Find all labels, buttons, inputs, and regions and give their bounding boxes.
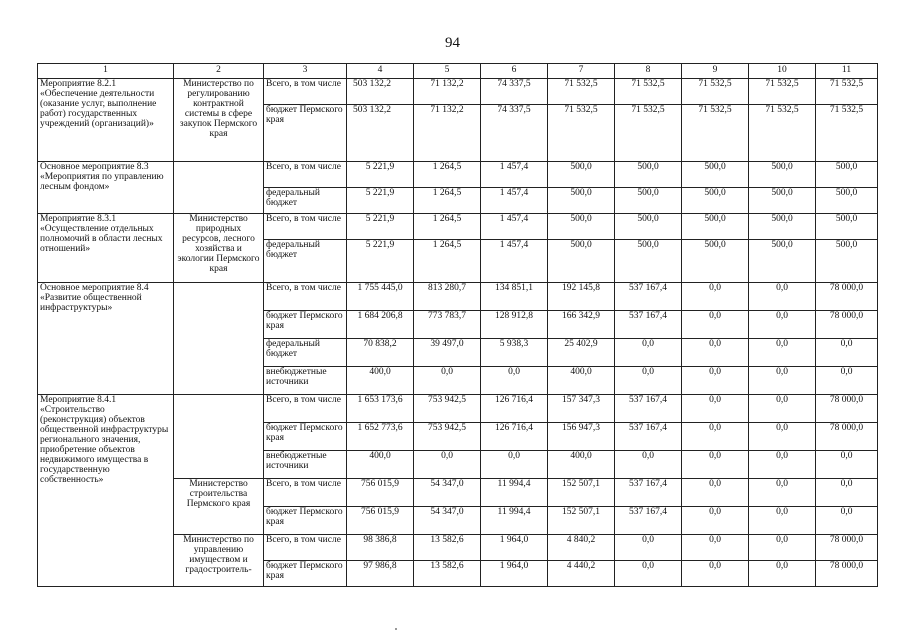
value-cell: 0,0: [682, 479, 749, 507]
value-cell: 5 221,9: [347, 188, 414, 214]
executor-cell: Министерство по управлению имуществом и градостроитель-: [174, 535, 264, 587]
funding-source-cell: федеральный бюджет: [264, 339, 347, 367]
value-cell: 500,0: [749, 162, 816, 188]
value-cell: 500,0: [615, 188, 682, 214]
value-cell: 192 145,8: [548, 283, 615, 311]
value-cell: 773 783,7: [414, 311, 481, 339]
value-cell: 71 532,5: [615, 79, 682, 105]
value-cell: 78 000,0: [816, 311, 878, 339]
value-cell: 537 167,4: [615, 479, 682, 507]
value-cell: 97 986,8: [347, 561, 414, 587]
funding-source-cell: бюджет Пермского края: [264, 561, 347, 587]
value-cell: 0,0: [749, 535, 816, 561]
table-row: [38, 162, 878, 188]
value-cell: 500,0: [749, 188, 816, 214]
value-cell: 1 653 173,6: [347, 395, 414, 423]
value-cell: 0,0: [615, 339, 682, 367]
header-cell: 3: [264, 64, 347, 79]
value-cell: 1 457,4: [481, 214, 548, 240]
value-cell: 500,0: [749, 214, 816, 240]
value-cell: 5 221,9: [347, 162, 414, 188]
executor-cell: Министерство природных ресурсов, лесного хозяйства и экологии Пермского края: [174, 214, 264, 283]
value-cell: 71 532,5: [816, 105, 878, 162]
value-cell: 0,0: [682, 451, 749, 479]
value-cell: 537 167,4: [615, 311, 682, 339]
value-cell: 537 167,4: [615, 423, 682, 451]
value-cell: 500,0: [682, 214, 749, 240]
value-cell: 1 755 445,0: [347, 283, 414, 311]
value-cell: 0,0: [749, 451, 816, 479]
value-cell: 500,0: [615, 214, 682, 240]
value-cell: 0,0: [682, 339, 749, 367]
value-cell: 0,0: [749, 283, 816, 311]
value-cell: 537 167,4: [615, 283, 682, 311]
value-cell: 753 942,5: [414, 395, 481, 423]
value-cell: 813 280,7: [414, 283, 481, 311]
value-cell: 13 582,6: [414, 535, 481, 561]
value-cell: 500,0: [548, 240, 615, 283]
value-cell: 1 264,5: [414, 240, 481, 283]
header-cell: 9: [682, 64, 749, 79]
funding-source-cell: Всего, в том числе: [264, 535, 347, 561]
header-cell: 8: [615, 64, 682, 79]
value-cell: 78 000,0: [816, 423, 878, 451]
value-cell: 74 337,5: [481, 79, 548, 105]
value-cell: 78 000,0: [816, 283, 878, 311]
funding-source-cell: внебюджетные источники: [264, 367, 347, 395]
value-cell: 0,0: [682, 283, 749, 311]
header-cell: 7: [548, 64, 615, 79]
value-cell: 13 582,6: [414, 561, 481, 587]
value-cell: 500,0: [548, 188, 615, 214]
value-cell: 0,0: [682, 395, 749, 423]
executor-cell: [174, 162, 264, 214]
value-cell: 1 964,0: [481, 535, 548, 561]
value-cell: 1 964,0: [481, 561, 548, 587]
value-cell: 71 132,2: [414, 105, 481, 162]
table-row: [38, 395, 878, 423]
value-cell: 0,0: [749, 423, 816, 451]
value-cell: 128 912,8: [481, 311, 548, 339]
activity-name-cell: Мероприятие 8.4.1 «Строительство (реконструкция) объектов общественной инфраструктуры регионального значения, приобретение объектов недвижимого имущества в государственную собственность»: [38, 395, 174, 587]
funding-source-cell: Всего, в том числе: [264, 479, 347, 507]
value-cell: 0,0: [615, 561, 682, 587]
value-cell: 0,0: [749, 339, 816, 367]
value-cell: 1 457,4: [481, 162, 548, 188]
header-cell: 1: [38, 64, 174, 79]
value-cell: 1 457,4: [481, 240, 548, 283]
value-cell: 71 532,5: [816, 79, 878, 105]
value-cell: 0,0: [816, 339, 878, 367]
value-cell: 71 532,5: [682, 79, 749, 105]
funding-source-cell: федеральный бюджет: [264, 240, 347, 283]
value-cell: 152 507,1: [548, 507, 615, 535]
value-cell: 400,0: [347, 367, 414, 395]
value-cell: 71 532,5: [548, 79, 615, 105]
value-cell: 0,0: [682, 367, 749, 395]
value-cell: 503 132,2: [347, 79, 414, 105]
value-cell: 0,0: [816, 479, 878, 507]
value-cell: 0,0: [749, 561, 816, 587]
header-cell: 4: [347, 64, 414, 79]
value-cell: 74 337,5: [481, 105, 548, 162]
value-cell: 126 716,4: [481, 423, 548, 451]
budget-table: [37, 63, 878, 587]
value-cell: 5 221,9: [347, 240, 414, 283]
value-cell: 11 994,4: [481, 479, 548, 507]
value-cell: 753 942,5: [414, 423, 481, 451]
activity-name-cell: Мероприятие 8.2.1 «Обеспечение деятельности (оказание услуг, выполнение работ) государственных учреждений (организаций)»: [38, 79, 174, 162]
value-cell: 500,0: [816, 188, 878, 214]
executor-cell: [174, 283, 264, 395]
value-cell: 71 532,5: [749, 79, 816, 105]
header-cell: 6: [481, 64, 548, 79]
value-cell: 0,0: [481, 451, 548, 479]
value-cell: 0,0: [749, 507, 816, 535]
value-cell: 78 000,0: [816, 395, 878, 423]
value-cell: 500,0: [749, 240, 816, 283]
table-row: [38, 214, 878, 240]
value-cell: 1 684 206,8: [347, 311, 414, 339]
value-cell: 25 402,9: [548, 339, 615, 367]
value-cell: 0,0: [749, 311, 816, 339]
value-cell: 756 015,9: [347, 479, 414, 507]
value-cell: 500,0: [682, 188, 749, 214]
value-cell: 71 532,5: [548, 105, 615, 162]
value-cell: 1 264,5: [414, 214, 481, 240]
value-cell: 500,0: [548, 162, 615, 188]
value-cell: 156 947,3: [548, 423, 615, 451]
funding-source-cell: Всего, в том числе: [264, 214, 347, 240]
value-cell: 0,0: [682, 561, 749, 587]
funding-source-cell: Всего, в том числе: [264, 79, 347, 105]
value-cell: 152 507,1: [548, 479, 615, 507]
value-cell: 166 342,9: [548, 311, 615, 339]
value-cell: 503 132,2: [347, 105, 414, 162]
value-cell: 98 386,8: [347, 535, 414, 561]
table-row: [38, 79, 878, 105]
value-cell: 400,0: [548, 451, 615, 479]
value-cell: 1 652 773,6: [347, 423, 414, 451]
value-cell: 756 015,9: [347, 507, 414, 535]
funding-source-cell: Всего, в том числе: [264, 283, 347, 311]
value-cell: 78 000,0: [816, 535, 878, 561]
value-cell: 0,0: [682, 423, 749, 451]
header-cell: 5: [414, 64, 481, 79]
value-cell: 500,0: [682, 162, 749, 188]
value-cell: 1 264,5: [414, 188, 481, 214]
value-cell: 0,0: [682, 507, 749, 535]
value-cell: 400,0: [548, 367, 615, 395]
value-cell: 1 457,4: [481, 188, 548, 214]
value-cell: 5 938,3: [481, 339, 548, 367]
table-row: [38, 283, 878, 311]
value-cell: 0,0: [414, 367, 481, 395]
value-cell: 0,0: [816, 367, 878, 395]
activity-name-cell: Мероприятие 8.3.1 «Осуществление отдельных полномочий в области лесных отношений»: [38, 214, 174, 283]
page-number: 94: [445, 35, 460, 51]
value-cell: 537 167,4: [615, 395, 682, 423]
activity-name-cell: Основное мероприятие 8.4 «Развитие общественной инфраструктуры»: [38, 283, 174, 395]
value-cell: 4 440,2: [548, 561, 615, 587]
funding-source-cell: бюджет Пермского края: [264, 507, 347, 535]
value-cell: 70 838,2: [347, 339, 414, 367]
value-cell: 1 264,5: [414, 162, 481, 188]
scan-speck: [395, 628, 397, 630]
executor-cell: Министерство строительства Пермского края: [174, 479, 264, 535]
value-cell: 0,0: [816, 507, 878, 535]
value-cell: 39 497,0: [414, 339, 481, 367]
header-row: [38, 64, 878, 79]
value-cell: 71 532,5: [682, 105, 749, 162]
value-cell: 0,0: [615, 535, 682, 561]
funding-source-cell: Всего, в том числе: [264, 162, 347, 188]
funding-source-cell: федеральный бюджет: [264, 188, 347, 214]
value-cell: 0,0: [615, 367, 682, 395]
value-cell: 0,0: [682, 535, 749, 561]
funding-source-cell: бюджет Пермского края: [264, 311, 347, 339]
value-cell: 500,0: [816, 240, 878, 283]
activity-name-cell: Основное мероприятие 8.3 «Мероприятия по управлению лесным фондом»: [38, 162, 174, 214]
value-cell: 0,0: [481, 367, 548, 395]
value-cell: 54 347,0: [414, 479, 481, 507]
value-cell: 78 000,0: [816, 561, 878, 587]
value-cell: 71 132,2: [414, 79, 481, 105]
header-cell: 11: [816, 64, 878, 79]
value-cell: 0,0: [816, 451, 878, 479]
value-cell: 500,0: [615, 162, 682, 188]
value-cell: 537 167,4: [615, 507, 682, 535]
value-cell: 54 347,0: [414, 507, 481, 535]
value-cell: 0,0: [682, 311, 749, 339]
value-cell: 500,0: [816, 162, 878, 188]
value-cell: 500,0: [548, 214, 615, 240]
value-cell: 0,0: [749, 479, 816, 507]
value-cell: 0,0: [615, 451, 682, 479]
value-cell: 11 994,4: [481, 507, 548, 535]
header-cell: 10: [749, 64, 816, 79]
funding-source-cell: Всего, в том числе: [264, 395, 347, 423]
value-cell: 5 221,9: [347, 214, 414, 240]
funding-source-cell: внебюджетные источники: [264, 451, 347, 479]
value-cell: 400,0: [347, 451, 414, 479]
value-cell: 4 840,2: [548, 535, 615, 561]
header-cell: 2: [174, 64, 264, 79]
value-cell: 71 532,5: [615, 105, 682, 162]
value-cell: 157 347,3: [548, 395, 615, 423]
value-cell: 134 851,1: [481, 283, 548, 311]
value-cell: 500,0: [682, 240, 749, 283]
value-cell: 0,0: [749, 367, 816, 395]
value-cell: 500,0: [615, 240, 682, 283]
value-cell: 0,0: [414, 451, 481, 479]
executor-cell: [174, 395, 264, 479]
funding-source-cell: бюджет Пермского края: [264, 423, 347, 451]
value-cell: 126 716,4: [481, 395, 548, 423]
value-cell: 0,0: [749, 395, 816, 423]
value-cell: 500,0: [816, 214, 878, 240]
value-cell: 71 532,5: [749, 105, 816, 162]
executor-cell: Министерство по регулированию контрактной системы в сфере закупок Пермского края: [174, 79, 264, 162]
funding-source-cell: бюджет Пермского края: [264, 105, 347, 162]
